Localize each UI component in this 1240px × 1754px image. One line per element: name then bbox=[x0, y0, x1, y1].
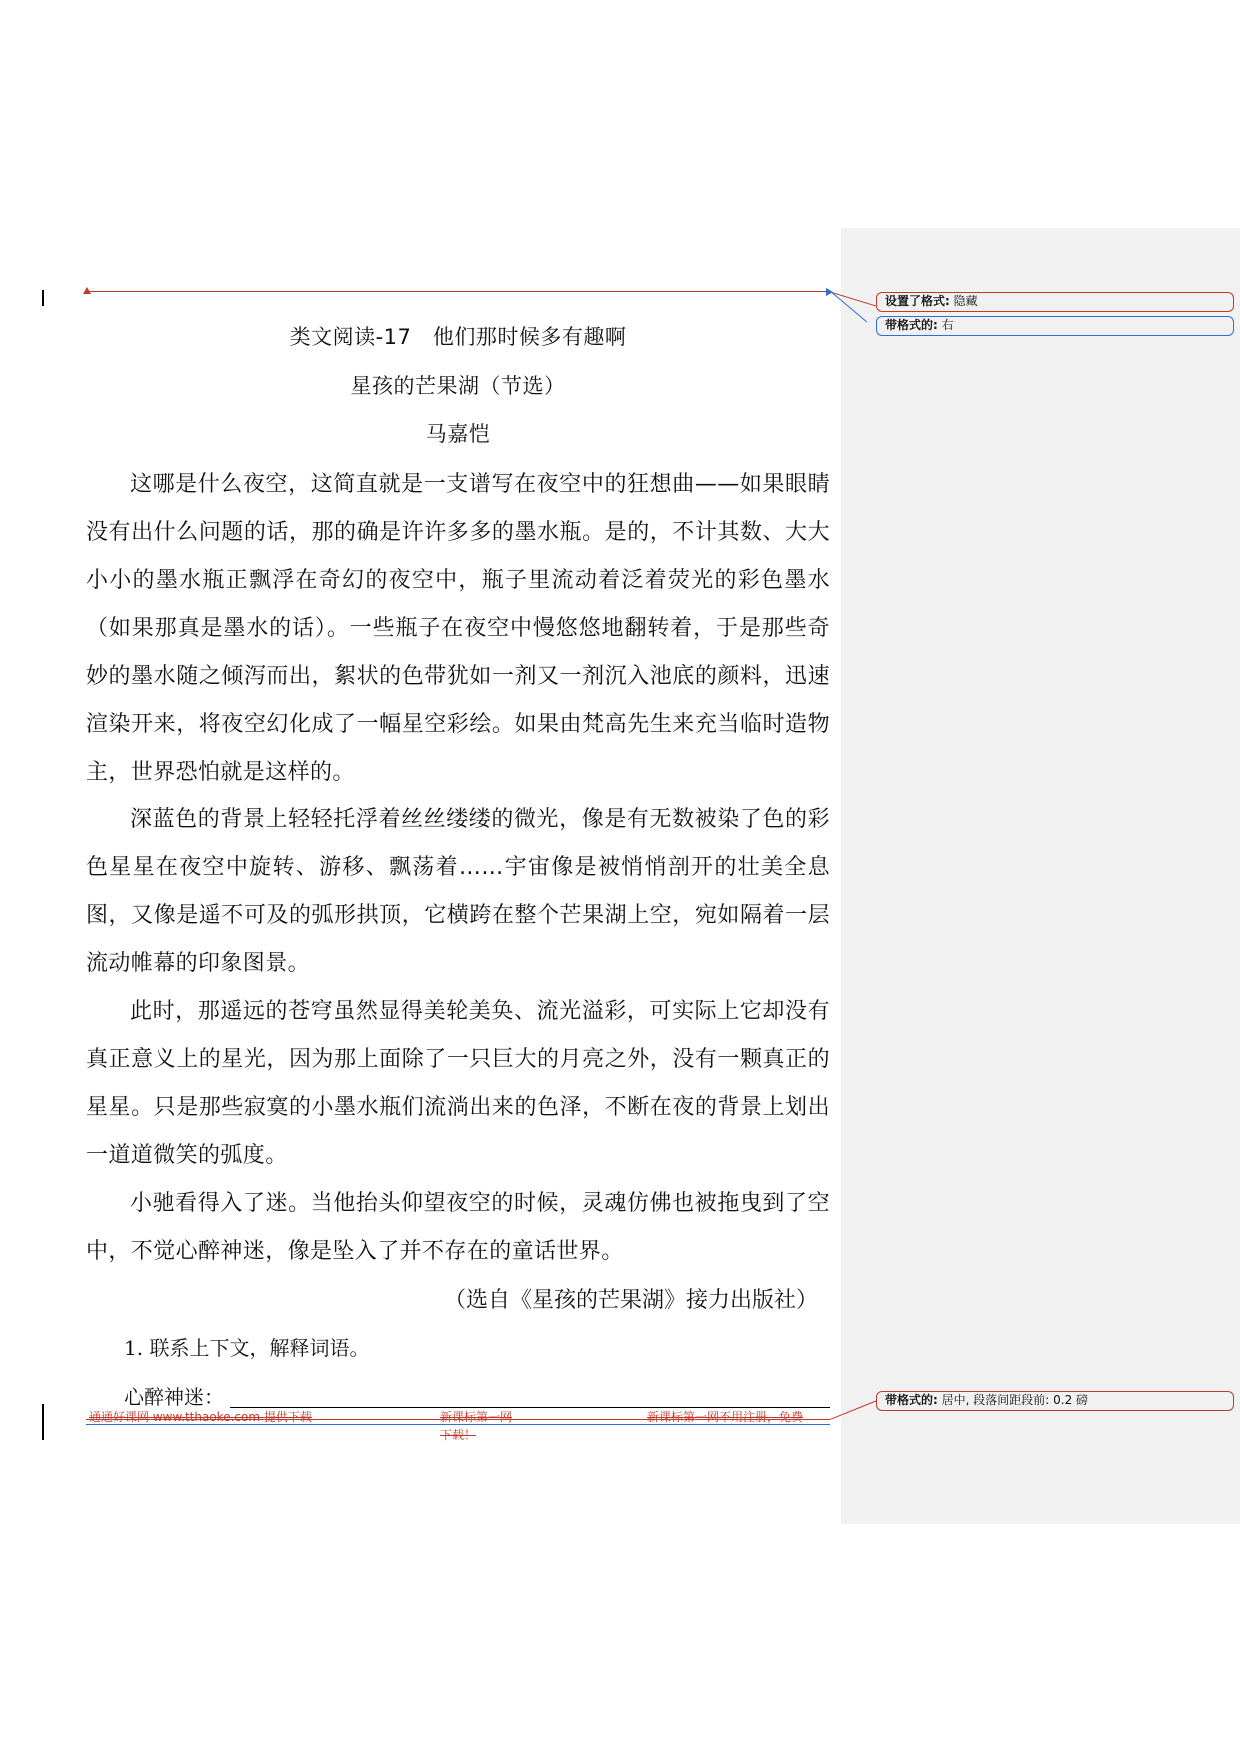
footer-middle-text-2: 下载！ bbox=[440, 1428, 477, 1442]
hidden-format-line bbox=[86, 291, 830, 292]
body-paragraph: 这哪是什么夜空，这简直就是一支谱写在夜空中的狂想曲——如果眼睛没有出什么问题的话，那的确是许许多多的墨水瓶。是的，不计其数、大大小小的墨水瓶正飘浮在奇幻的夜空中，瓶子里流动着泛着荧光的彩色墨水（如果那真是墨水的话）。一些瓶子在夜空中慢悠悠地翻转着，于是那些奇妙的墨水随之倾泻而出，絮状的色带犹如一剂又一剂沉入池底的颜料，迅速渲染开来，将夜空幻化成了一幅星空彩绘。如果由梵高先生来充当临时造物主，世界恐怕就是这样的。 bbox=[86, 472, 830, 785]
footer-left-text: 通通好课网 www.tthaoke.com 提供下载 bbox=[89, 1410, 312, 1424]
answer-label: 心醉神迷： bbox=[124, 1385, 224, 1409]
comment-balloon[interactable] bbox=[876, 1391, 1234, 1411]
anchor-marker-icon bbox=[83, 287, 91, 294]
source-citation: （选自《星孩的芒果湖》接力出版社） bbox=[443, 1288, 818, 1313]
revision-bar-bottom bbox=[42, 1404, 44, 1440]
revision-bar-top bbox=[42, 290, 44, 306]
body-paragraph: 深蓝色的背景上轻轻托浮着丝丝缕缕的微光，像是有无数被染了色的彩色星星在夜空中旋转、游移、飘荡着……宇宙像是被悄悄剖开的壮美全息图，又像是遥不可及的弧形拱顶，它横跨在整个芒果湖上空，宛如隔着一层流动帷幕的印象图景。 bbox=[86, 807, 830, 976]
comment-margin-pane bbox=[841, 228, 1240, 1524]
comment-label: 设置了格式: bbox=[885, 294, 950, 308]
footer-middle-text: 新课标第一网 bbox=[440, 1410, 513, 1424]
comment-value: 右 bbox=[941, 318, 954, 332]
comment-value: 隐藏 bbox=[953, 294, 978, 308]
answer-row bbox=[124, 1383, 830, 1411]
question-prompt: 1. 联系上下文，解释词语。 bbox=[124, 1336, 370, 1360]
comment-label: 带格式的: bbox=[885, 318, 938, 332]
comment-value: 居中, 段落间距段前: 0.2 磅 bbox=[941, 1393, 1089, 1407]
comment-label: 带格式的: bbox=[885, 1393, 938, 1407]
author-name: 马嘉恺 bbox=[425, 422, 491, 446]
footer-right-text: 新课标第一网不用注册，免费 bbox=[647, 1410, 804, 1424]
comment-balloon[interactable] bbox=[876, 316, 1234, 336]
body-paragraph: 小驰看得入了迷。当他抬头仰望夜空的时候，灵魂仿佛也被拖曳到了空中，不觉心醉神迷，像是坠入了并不存在的童话世界。 bbox=[86, 1191, 830, 1264]
answer-blank[interactable] bbox=[230, 1407, 830, 1408]
body-paragraph: 此时，那遥远的苍穹虽然显得美轮美奂、流光溢彩，可实际上它却没有真正意义上的星光，因为那上面除了一只巨大的月亮之外，没有一颗真正的星星。只是那些寂寞的小墨水瓶们流淌出来的色泽，不断在夜的背景上划出一道道微笑的弧度。 bbox=[86, 999, 830, 1168]
article-title: 星孩的芒果湖（节选） bbox=[350, 374, 566, 398]
comment-balloon[interactable] bbox=[876, 292, 1234, 312]
page-title: 类文阅读-17 他们那时候多有趣啊 bbox=[289, 325, 627, 349]
